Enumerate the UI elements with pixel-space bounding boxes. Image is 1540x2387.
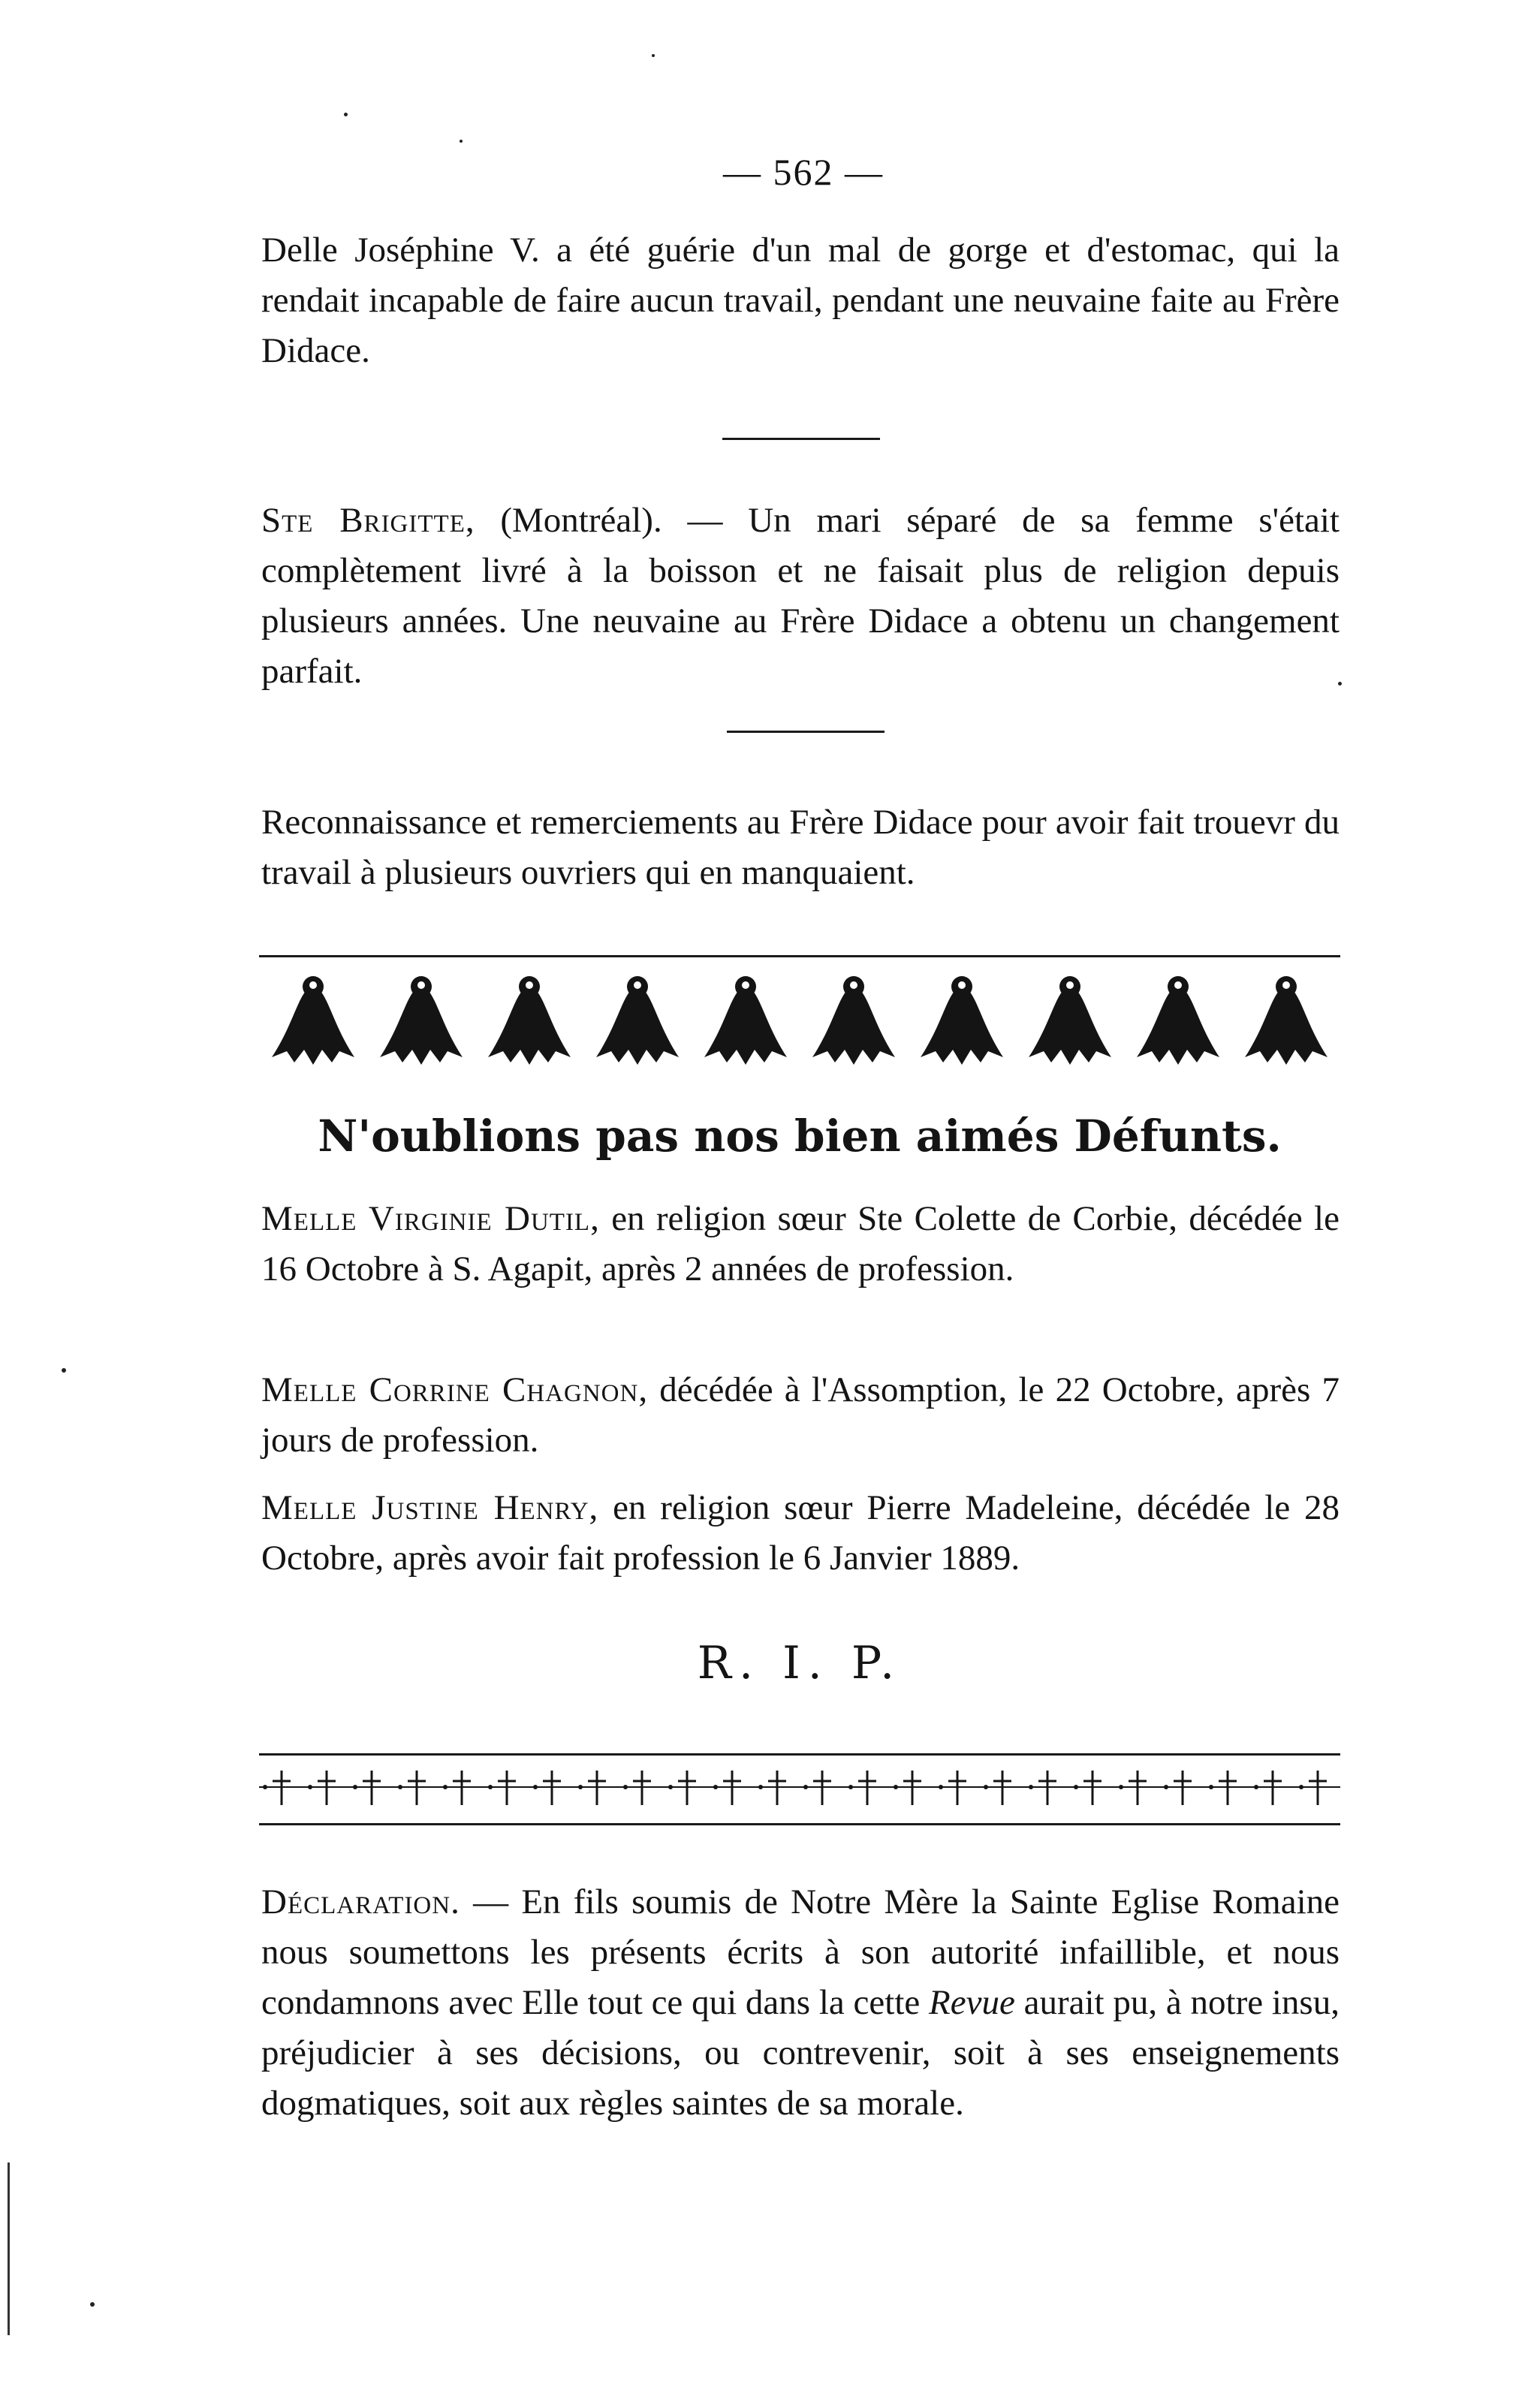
declaration-revue: Revue — [929, 1983, 1015, 2022]
scan-speck — [90, 2302, 95, 2307]
declaration-text-after: aurait pu, à notre insu, préjudicier à ses décisions, ou contrevenir, soit à ses enseignements dogmatiques, soit aux règles saintes de sa morale. — [261, 1983, 1340, 2123]
scan-speck — [460, 140, 463, 143]
obituary-name: Melle Corrine Chagnon, — [261, 1370, 649, 1409]
bell-ornament — [1029, 976, 1111, 1065]
bell-ornament — [921, 976, 1003, 1065]
bell-ornament — [272, 976, 354, 1065]
declaration-label: Déclaration. — [261, 1882, 460, 1921]
obituary-text: décédée à l'Assomption, le 22 Octobre, après 7 jours de profession. — [261, 1370, 1340, 1460]
separator-rule — [722, 438, 880, 440]
separator-rule — [727, 731, 885, 733]
bell-ornament — [704, 976, 787, 1065]
obituary-text: en religion sœur Pierre Madeleine, décédée le 28 Octobre, après avoir fait profession le 6 Janvier 1889. — [261, 1488, 1340, 1578]
obituary-item — [261, 1194, 1340, 1294]
scan-speck — [1338, 682, 1342, 686]
necrology-heading: N'oublions pas nos bien aimés Défunts. — [318, 1111, 1282, 1162]
bell-ornament-band — [259, 969, 1340, 1066]
bell-ornament — [380, 976, 463, 1065]
bell-ornament — [1245, 976, 1328, 1065]
declaration-paragraph — [261, 1877, 1340, 2129]
cross-band-top-rule — [259, 1753, 1340, 1756]
entry-brigitte-text: (Montréal). — Un mari séparé de sa femme s'était complètement livré à la boisson et ne faisait plus de religion depuis plusieurs années. Une neuvaine au Frère Didace a obtenu un changement parfait. — [261, 501, 1340, 691]
scan-speck — [344, 113, 348, 116]
ornament-top-rule — [259, 955, 1340, 957]
bell-ornament — [488, 976, 571, 1065]
entry-josephine: Delle Joséphine V. a été guérie d'un mal de gorge et d'estomac, qui la rendait incapable de faire aucun travail, pendant une neuvaine faite au Frère Didace. — [261, 231, 1340, 370]
scan-speck — [652, 54, 655, 57]
scan-margin-line — [8, 2162, 10, 2335]
declaration-text-before: — En fils soumis de Notre Mère la Sainte Eglise Romaine nous soumettons les présents écrits à son autorité infaillible, et nous condamnons avec Elle tout ce qui dans la cette — [261, 1882, 1340, 2022]
obituary-text: en religion sœur Ste Colette de Corbie, décédée le 16 Octobre à S. Agapit, après 2 années de profession. — [261, 1199, 1340, 1288]
scan-speck — [62, 1368, 66, 1373]
obituary-name: Melle Virginie Dutil, — [261, 1199, 600, 1238]
obituary-name: Melle Justine Henry, — [261, 1488, 599, 1527]
bell-ornament — [812, 976, 895, 1065]
obituary-item — [261, 1483, 1340, 1584]
entry-reconnaissance: Reconnaissance et remerciements au Frère Didace pour avoir fait trouevr du travail à plusieurs ouvriers qui en manquaient. — [261, 803, 1340, 892]
cross-band-bottom-rule — [259, 1823, 1340, 1825]
entry-brigitte-place: Ste Brigitte, — [261, 501, 475, 540]
bell-ornament — [1137, 976, 1219, 1065]
cross-ornament-band — [259, 1765, 1340, 1810]
entry-brigitte — [261, 496, 1340, 697]
page-number: — 562 — — [723, 151, 884, 193]
obituary-item — [261, 1365, 1340, 1466]
bell-ornament — [596, 976, 679, 1065]
rip-inscription: R. I. P. — [697, 1637, 903, 1689]
